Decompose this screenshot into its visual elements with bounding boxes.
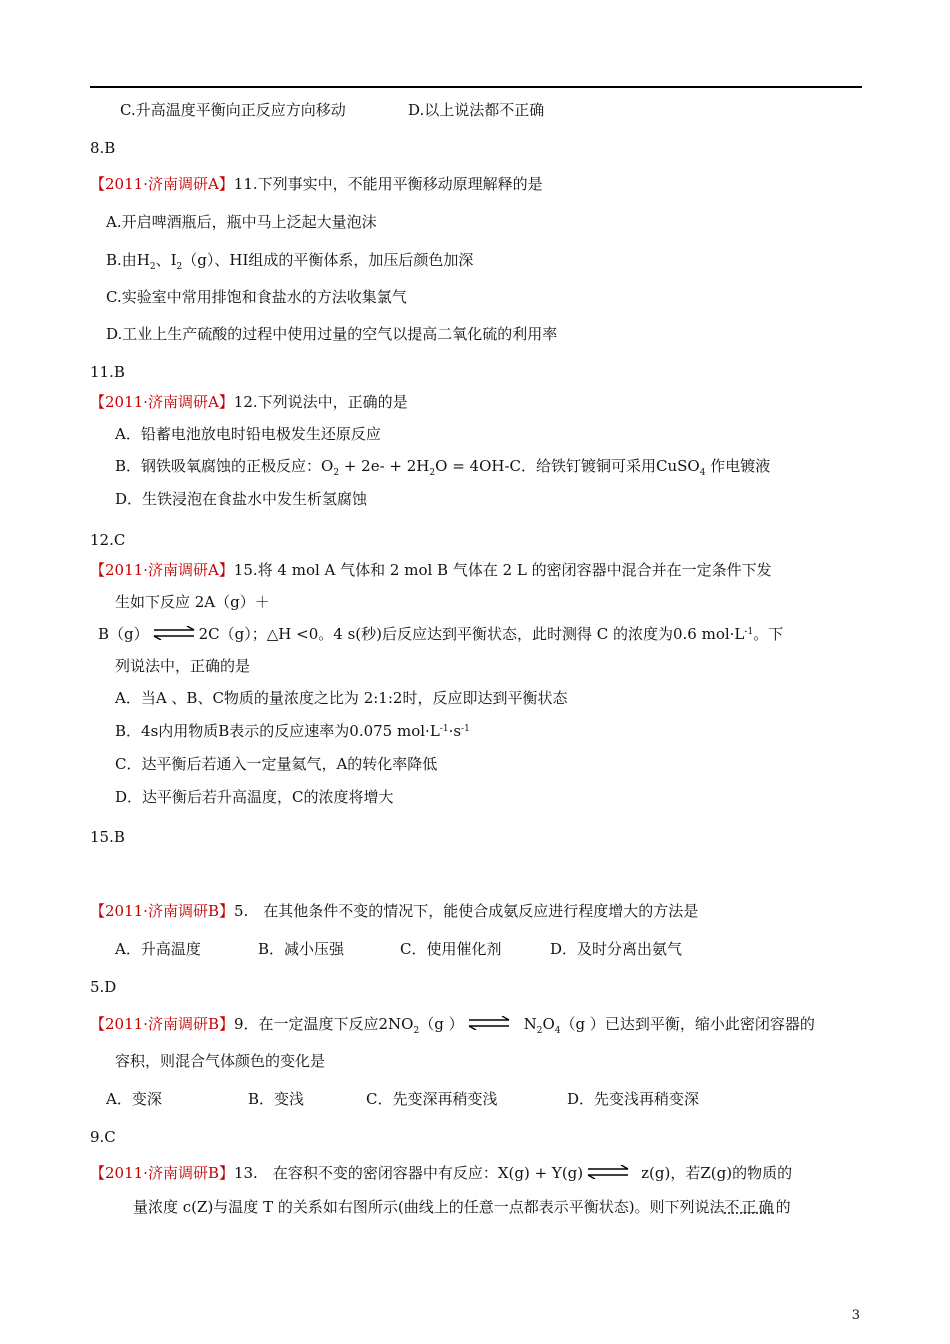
question-13-stem: 【2011·济南调研B】13. 在容积不变的密闭容器中有反应：X(g) + Y(g) z(g)，若Z(g)的物质的 — [90, 1164, 793, 1182]
answer-q12: 12.C — [90, 531, 126, 549]
q5-option-a: A．升高温度 — [115, 940, 201, 958]
option-d-q8: D.以上说法都不正确 — [408, 101, 545, 119]
answer-q8: 8.B — [90, 139, 116, 157]
answer-q9: 9.C — [90, 1128, 116, 1146]
q5-option-b: B．减小压强 — [258, 940, 345, 958]
q15-option-a: A．当A 、B、C物质的量浓度之比为 2:1:2时，反应即达到平衡状态 — [115, 689, 568, 707]
question-9-stem-line2: 容积，则混合气体颜色的变化是 — [115, 1052, 326, 1070]
page-number: 3 — [851, 1308, 860, 1323]
q15-option-d: D．达平衡后若升高温度，C的浓度将增大 — [115, 788, 394, 806]
question-13-stem-line2: 量浓度 c(Z)与温度 T 的关系如右图所示(曲线上的任意一点都表示平衡状态)。则下列说法不正确的 — [133, 1198, 791, 1216]
q5-option-c: C．使用催化剂 — [400, 940, 502, 958]
answer-q15: 15.B — [90, 828, 125, 846]
question-5-stem: 【2011·济南调研B】5. 在其他条件不变的情况下，能使合成氨反应进行程度增大的方法是 — [90, 902, 699, 920]
question-12-stem: 【2011·济南调研A】12.下列说法中，正确的是 — [90, 393, 408, 411]
question-15-stem-line3: B（g） 2C（g）；△H <0。4 s(秒)后反应达到平衡状态，此时测得 C 的浓度为0.6 $mol\cdot L^{-1}$。下 — [98, 625, 784, 643]
source-tag: 【2011·济南调研B】 — [90, 1015, 234, 1033]
source-tag: 【2011·济南调研B】 — [90, 1164, 234, 1182]
q9-option-c: C．先变深再稍变浅 — [366, 1090, 498, 1108]
equilibrium-arrow-icon — [468, 1016, 510, 1030]
answer-q5: 5.D — [90, 978, 117, 996]
source-tag: 【2011·济南调研A】 — [90, 561, 234, 579]
q9-option-b: B．变浅 — [248, 1090, 305, 1108]
header-rule — [90, 86, 862, 88]
q11-option-a: A.开启啤酒瓶后，瓶中马上泛起大量泡沫 — [106, 213, 377, 231]
equilibrium-arrow-icon — [587, 1165, 629, 1179]
answer-q11: 11.B — [90, 363, 125, 381]
option-c-q8: C.升高温度平衡向正反应方向移动 — [120, 101, 346, 119]
q15-option-b: B．4s内用物质B表示的反应速率为0.075 $mol\cdot L^{-1}\cdot s^{-1}$ — [115, 722, 470, 740]
question-15-stem-line4: 列说法中，正确的是 — [115, 657, 251, 675]
q12-option-d: D．生铁浸泡在食盐水中发生析氢腐蚀 — [115, 490, 368, 508]
source-tag: 【2011·济南调研A】 — [90, 175, 234, 193]
source-tag: 【2011·济南调研B】 — [90, 902, 234, 920]
question-15-stem-line2: 生如下反应 2A（g）＋ — [115, 593, 270, 611]
q12-option-a: A．铅蓄电池放电时铅电极发生还原反应 — [115, 425, 381, 443]
q11-option-b: B.由$H_2$、$I_2(g)$、HI组成的平衡体系，加压后颜色加深 — [106, 251, 474, 272]
q5-option-d: D．及时分离出氨气 — [550, 940, 683, 958]
q9-option-d: D．先变浅再稍变深 — [567, 1090, 700, 1108]
question-15-stem: 【2011·济南调研A】15.将 4 mol A 气体和 2 mol B 气体在 2 L 的密闭容器中混合并在一定条件下发 — [90, 561, 772, 579]
q12-option-b: B．钢铁吸氧腐蚀的正极反应：$O_2 + 2e- + 2H_2O = 4OH-C$．给铁钉镀铜可采用CuSO$_4$ 作电镀液 — [115, 457, 771, 478]
q15-option-c: C．达平衡后若通入一定量氦气，A的转化率降低 — [115, 755, 438, 773]
equilibrium-arrow-icon — [153, 626, 195, 640]
question-9-stem: 【2011·济南调研B】9．在一定温度下反应$2NO_2(g$ ） $N_2O_4(g$ ）已达到平衡，缩小此密闭容器的 — [90, 1015, 815, 1036]
q9-option-a: A．变深 — [106, 1090, 162, 1108]
q11-option-d: D.工业上生产硫酸的过程中使用过量的空气以提高二氧化硫的利用率 — [106, 325, 558, 343]
source-tag: 【2011·济南调研A】 — [90, 393, 234, 411]
emphasis-text: 不正确 — [724, 1198, 776, 1216]
q11-option-c: C.实验室中常用排饱和食盐水的方法收集氯气 — [106, 288, 407, 306]
question-11-stem: 【2011·济南调研A】11.下列事实中，不能用平衡移动原理解释的是 — [90, 175, 543, 193]
